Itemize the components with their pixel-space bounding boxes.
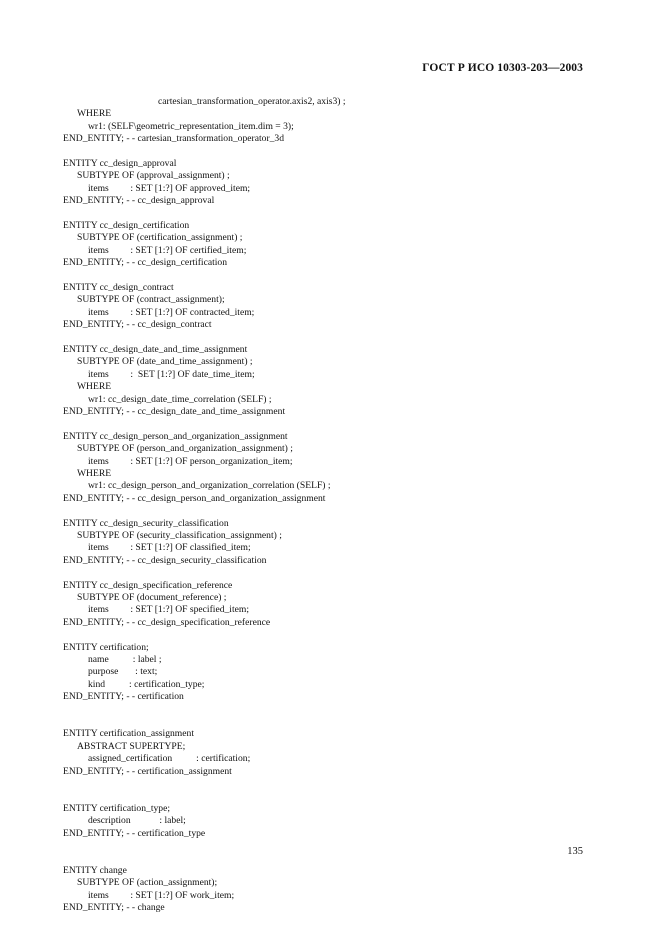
code-line: items : SET [1:?] OF work_item;	[88, 889, 235, 901]
code-line: items : SET [1:?] OF date_time_item;	[88, 368, 255, 380]
code-line: END_ENTITY; - - cc_design_person_and_organization_assignment	[63, 492, 326, 504]
code-line: WHERE	[77, 108, 112, 120]
code-line: END_ENTITY; - - cc_design_certification	[63, 257, 228, 269]
code-line: END_ENTITY; - - change	[63, 902, 165, 913]
code-line: END_ENTITY; - - cc_design_security_classification	[63, 554, 267, 566]
code-line: END_ENTITY; - - cc_design_contract	[63, 319, 212, 331]
page-number: 135	[567, 846, 583, 857]
code-line: ENTITY cc_design_certification	[63, 220, 190, 231]
code-line: wr1: (SELF\geometric_representation_item.dim = 3);	[88, 120, 294, 132]
code-line: items : SET [1:?] OF person_organization_item;	[88, 455, 293, 467]
code-line: ENTITY change	[63, 864, 127, 876]
code-line: WHERE	[77, 468, 112, 479]
code-line: ENTITY certification_type;	[63, 802, 170, 814]
code-line: items : SET [1:?] OF contracted_item;	[88, 306, 255, 318]
code-line: wr1: cc_design_person_and_organization_correlation (SELF) ;	[88, 480, 331, 492]
code-line: SUBTYPE OF (person_and_organization_assignment) ;	[77, 443, 293, 455]
standard-header: ГОСТ Р ИСО 10303-203—2003	[422, 62, 583, 74]
code-line: SUBTYPE OF (document_reference) ;	[77, 592, 227, 603]
code-line: ENTITY certification_assignment	[63, 728, 194, 740]
code-line: END_ENTITY; - - certification_type	[63, 827, 206, 839]
code-line: wr1: cc_design_date_time_correlation (SELF) ;	[88, 393, 272, 405]
code-line: END_ENTITY; - - certification_assignment	[63, 765, 232, 777]
code-line: ENTITY certification;	[63, 641, 149, 653]
code-line: ENTITY cc_design_specification_reference	[63, 579, 233, 591]
code-line: assigned_certification : certification;	[88, 753, 251, 765]
code-line: SUBTYPE OF (certification_assignment) ;	[77, 232, 243, 244]
code-line: ENTITY cc_design_person_and_organization_assignment	[63, 430, 288, 442]
code-line: SUBTYPE OF (approval_assignment) ;	[77, 170, 230, 182]
code-line: description : label;	[88, 815, 186, 827]
code-line: WHERE	[77, 381, 112, 393]
code-line: items : SET [1:?] OF approved_item;	[88, 182, 251, 194]
code-line: END_ENTITY; - - cc_design_date_and_time_assignment	[63, 406, 286, 417]
code-line: purpose : text;	[88, 666, 158, 678]
code-line: END_ENTITY; - - cc_design_approval	[63, 195, 215, 207]
code-line: SUBTYPE OF (security_classification_assignment) ;	[77, 530, 282, 541]
code-line: items : SET [1:?] OF classified_item;	[88, 542, 251, 554]
code-line: ENTITY cc_design_approval	[63, 158, 177, 169]
code-line: END_ENTITY; - - cc_design_specification_reference	[63, 616, 271, 628]
code-line: SUBTYPE OF (date_and_time_assignment) ;	[77, 356, 253, 368]
code-line: ABSTRACT SUPERTYPE;	[77, 740, 186, 752]
code-line: END_ENTITY; - - cartesian_transformation_operator_3d	[63, 133, 285, 145]
code-line: items : SET [1:?] OF specified_item;	[88, 604, 250, 616]
code-line: SUBTYPE OF (action_assignment);	[77, 877, 218, 889]
code-line: ENTITY cc_design_security_classification	[63, 517, 229, 529]
code-line: ENTITY cc_design_contract	[63, 282, 174, 293]
code-line: SUBTYPE OF (contract_assignment);	[77, 294, 225, 306]
code-line: ENTITY cc_design_date_and_time_assignment	[63, 344, 248, 355]
code-line: END_ENTITY; - - certification	[63, 691, 184, 703]
code-line: cartesian_transformation_operator.axis2, axis3) ;	[158, 96, 346, 107]
code-line: items : SET [1:?] OF certified_item;	[88, 244, 247, 256]
code-line: name : label ;	[88, 654, 162, 665]
code-line: kind : certification_type;	[88, 678, 205, 690]
